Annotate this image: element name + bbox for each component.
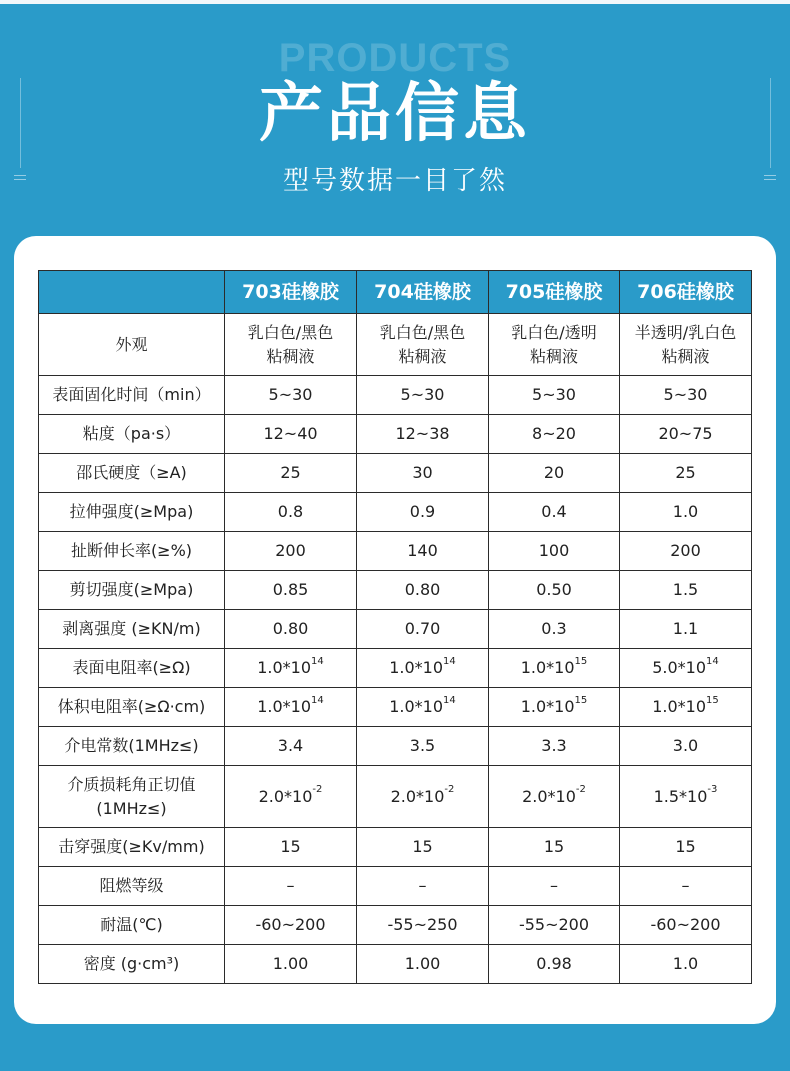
cell-value: 8~20 <box>532 424 576 443</box>
table-cell <box>620 571 752 610</box>
table-row <box>39 828 752 867</box>
table-cell <box>225 571 357 610</box>
row-label: 体积电阻率(≥Ω·cm) <box>39 688 225 727</box>
cell-value: 100 <box>538 541 570 560</box>
table-cell <box>357 314 489 376</box>
cell-value: 3.0 <box>672 736 699 755</box>
table-cell <box>357 571 489 610</box>
row-label: 击穿强度(≥Kv/mm) <box>39 828 225 867</box>
table-cell <box>489 727 620 766</box>
table-cell <box>489 610 620 649</box>
row-label: 耐温(℃) <box>39 906 225 945</box>
row-label: 介质损耗角正切值 (1MHz≤) <box>39 766 225 828</box>
table-cell <box>489 314 620 376</box>
cell-exponent: 14 <box>706 655 719 667</box>
table-cell <box>357 906 489 945</box>
table-cell <box>357 649 489 688</box>
cell-value: – <box>286 876 295 895</box>
cell-exponent: 14 <box>443 655 456 667</box>
column-header: 704硅橡胶 <box>357 271 489 314</box>
cell-value: – <box>681 876 690 895</box>
row-label: 剥离强度 (≥KN/m) <box>39 610 225 649</box>
cell-value: 1.1 <box>672 619 699 638</box>
cell-value: 3.4 <box>277 736 304 755</box>
table-cell <box>357 454 489 493</box>
cell-exponent: 15 <box>574 655 588 667</box>
row-label: 阻燃等级 <box>39 867 225 906</box>
cell-value: 5.0*10 <box>652 658 707 677</box>
cell-value: 20~75 <box>658 424 713 443</box>
table-row <box>39 649 752 688</box>
cell-exponent: 15 <box>574 694 588 706</box>
table-cell <box>225 688 357 727</box>
table-cell <box>489 493 620 532</box>
cell-value: 0.98 <box>536 954 572 973</box>
table-row <box>39 610 752 649</box>
row-label: 剪切强度(≥Mpa) <box>39 571 225 610</box>
table-cell <box>620 688 752 727</box>
table-cell <box>225 493 357 532</box>
table-row <box>39 571 752 610</box>
table-corner-cell <box>39 271 225 314</box>
column-header: 705硅橡胶 <box>489 271 620 314</box>
row-label: 粘度（pa·s） <box>39 415 225 454</box>
table-cell <box>620 493 752 532</box>
table-cell <box>357 727 489 766</box>
cell-value: 1.0 <box>672 954 699 973</box>
cell-value: 1.0*10 <box>257 697 312 716</box>
cell-value: 0.80 <box>404 580 441 599</box>
cell-value: 15 <box>412 837 433 856</box>
cell-value: 2.0*10 <box>258 786 313 806</box>
table-cell <box>225 314 357 376</box>
cell-value: 20 <box>543 463 565 482</box>
table-row <box>39 766 752 828</box>
page-title: 产品信息 <box>259 77 531 151</box>
table-cell <box>489 766 620 828</box>
cell-value: 0.50 <box>536 580 572 599</box>
cell-value: 30 <box>412 463 433 482</box>
table-row <box>39 493 752 532</box>
header-watermark: PRODUCTS <box>278 36 512 80</box>
cell-value: 1.0*10 <box>520 697 575 716</box>
table-cell <box>225 415 357 454</box>
row-label: 扯断伸长率(≥%) <box>39 532 225 571</box>
cell-exponent: 14 <box>311 694 324 706</box>
cell-value: 2.0*10 <box>390 786 445 806</box>
table-cell <box>620 945 752 984</box>
table-cell <box>225 867 357 906</box>
cell-value: 12~40 <box>263 424 318 443</box>
row-label: 拉伸强度(≥Mpa) <box>39 493 225 532</box>
cell-value: 1.0*10 <box>520 658 575 677</box>
table-cell <box>620 314 752 376</box>
table-cell <box>489 376 620 415</box>
table-cell <box>620 906 752 945</box>
table-cell <box>225 945 357 984</box>
cell-value: 0.8 <box>277 502 304 521</box>
table-row <box>39 376 752 415</box>
cell-value: 0.70 <box>404 619 441 638</box>
table-row <box>39 532 752 571</box>
cell-exponent: -2 <box>575 784 586 796</box>
cell-value: 乳白色/透明 粘稠液 <box>511 322 597 366</box>
cell-value: 5~30 <box>532 385 576 404</box>
cell-value: 25 <box>675 463 696 482</box>
table-cell <box>225 766 357 828</box>
row-label: 介电常数(1MHz≤) <box>39 727 225 766</box>
table-cell <box>357 945 489 984</box>
cell-value: 2.0*10 <box>522 786 576 806</box>
cell-value: 15 <box>280 837 301 856</box>
top-divider-line <box>0 0 790 4</box>
page-subtitle: 型号数据一目了然 <box>282 166 507 196</box>
table-cell <box>489 688 620 727</box>
cell-value: 25 <box>280 463 301 482</box>
cell-value: 5~30 <box>268 385 313 404</box>
table-body <box>39 314 752 984</box>
table-row <box>39 688 752 727</box>
cell-value: 0.3 <box>541 619 567 638</box>
cell-value: 1.00 <box>272 954 309 973</box>
table-cell <box>225 454 357 493</box>
table-cell <box>620 376 752 415</box>
column-header: 703硅橡胶 <box>225 271 357 314</box>
cell-value: 5~30 <box>400 385 445 404</box>
cell-value: 1.0 <box>672 502 699 521</box>
cell-value: 12~38 <box>395 424 450 443</box>
table-cell <box>620 828 752 867</box>
table-cell <box>489 867 620 906</box>
table-row <box>39 415 752 454</box>
table-cell <box>225 727 357 766</box>
cell-value: 1.0*10 <box>257 658 312 677</box>
table-row <box>39 945 752 984</box>
table-cell <box>225 649 357 688</box>
cell-value: 1.00 <box>404 954 441 973</box>
table-cell <box>225 376 357 415</box>
cell-value: 1.5*10 <box>653 786 708 806</box>
cell-value: 1.5 <box>672 580 699 599</box>
table-cell <box>489 571 620 610</box>
table-cell <box>357 415 489 454</box>
cell-exponent: -3 <box>707 784 718 796</box>
table-cell <box>620 766 752 828</box>
cell-value: -60~200 <box>650 915 721 934</box>
table-cell <box>357 766 489 828</box>
table-row <box>39 727 752 766</box>
table-cell <box>357 610 489 649</box>
table-cell <box>620 610 752 649</box>
table-cell <box>225 906 357 945</box>
cell-value: 1.0*10 <box>389 658 444 677</box>
cell-value: – <box>550 876 558 895</box>
cell-value: 15 <box>543 837 565 856</box>
cell-value: 200 <box>670 541 701 560</box>
cell-value: – <box>418 876 427 895</box>
cell-value: 140 <box>407 541 438 560</box>
table-cell <box>357 688 489 727</box>
cell-exponent: 14 <box>443 694 456 706</box>
table-row <box>39 867 752 906</box>
table-cell <box>489 415 620 454</box>
table-cell <box>357 493 489 532</box>
table-cell <box>225 828 357 867</box>
cell-value: -55~250 <box>387 915 458 934</box>
cell-value: 3.3 <box>541 736 567 755</box>
column-header: 706硅橡胶 <box>620 271 752 314</box>
row-label: 密度 (g·cm³) <box>39 945 225 984</box>
table-cell <box>489 532 620 571</box>
row-label: 表面电阻率(≥Ω) <box>39 649 225 688</box>
spec-table <box>38 270 752 984</box>
cell-value: 0.4 <box>541 502 567 521</box>
table-cell <box>620 649 752 688</box>
table-cell <box>489 454 620 493</box>
cell-value: 15 <box>675 837 696 856</box>
cell-value: 5~30 <box>663 385 708 404</box>
table-cell <box>225 532 357 571</box>
table-row <box>39 454 752 493</box>
table-cell <box>357 867 489 906</box>
table-cell <box>620 867 752 906</box>
cell-value: 1.0*10 <box>389 697 444 716</box>
table-cell <box>489 906 620 945</box>
cell-value: 乳白色/黑色 粘稠液 <box>247 322 334 366</box>
cell-value: 3.5 <box>409 736 436 755</box>
table-cell <box>357 376 489 415</box>
cell-value: 1.0*10 <box>652 697 707 716</box>
cell-value: -60~200 <box>255 915 326 934</box>
table-cell <box>620 415 752 454</box>
table-cell <box>620 454 752 493</box>
table-header-row <box>39 271 752 314</box>
cell-value: 乳白色/黑色 粘稠液 <box>379 322 466 366</box>
spec-card <box>14 236 776 1024</box>
table-cell <box>489 828 620 867</box>
cell-value: 0.80 <box>272 619 309 638</box>
row-label: 外观 <box>39 314 225 376</box>
table-cell <box>489 649 620 688</box>
cell-value: 200 <box>275 541 306 560</box>
table-row <box>39 314 752 376</box>
table-cell <box>620 532 752 571</box>
cell-exponent: -2 <box>444 784 455 796</box>
cell-exponent: 14 <box>311 655 324 667</box>
table-cell <box>620 727 752 766</box>
cell-value: 0.85 <box>272 580 309 599</box>
table-cell <box>357 828 489 867</box>
row-label: 邵氏硬度（≥A) <box>39 454 225 493</box>
row-label: 表面固化时间（min） <box>39 376 225 415</box>
cell-value: -55~200 <box>518 915 590 934</box>
cell-exponent: 15 <box>706 694 719 706</box>
table-cell <box>489 945 620 984</box>
cell-value: 半透明/乳白色 粘稠液 <box>634 322 737 366</box>
table-cell <box>225 610 357 649</box>
table-row <box>39 906 752 945</box>
cell-value: 0.9 <box>409 502 436 521</box>
table-cell <box>357 532 489 571</box>
cell-exponent: -2 <box>312 784 323 796</box>
